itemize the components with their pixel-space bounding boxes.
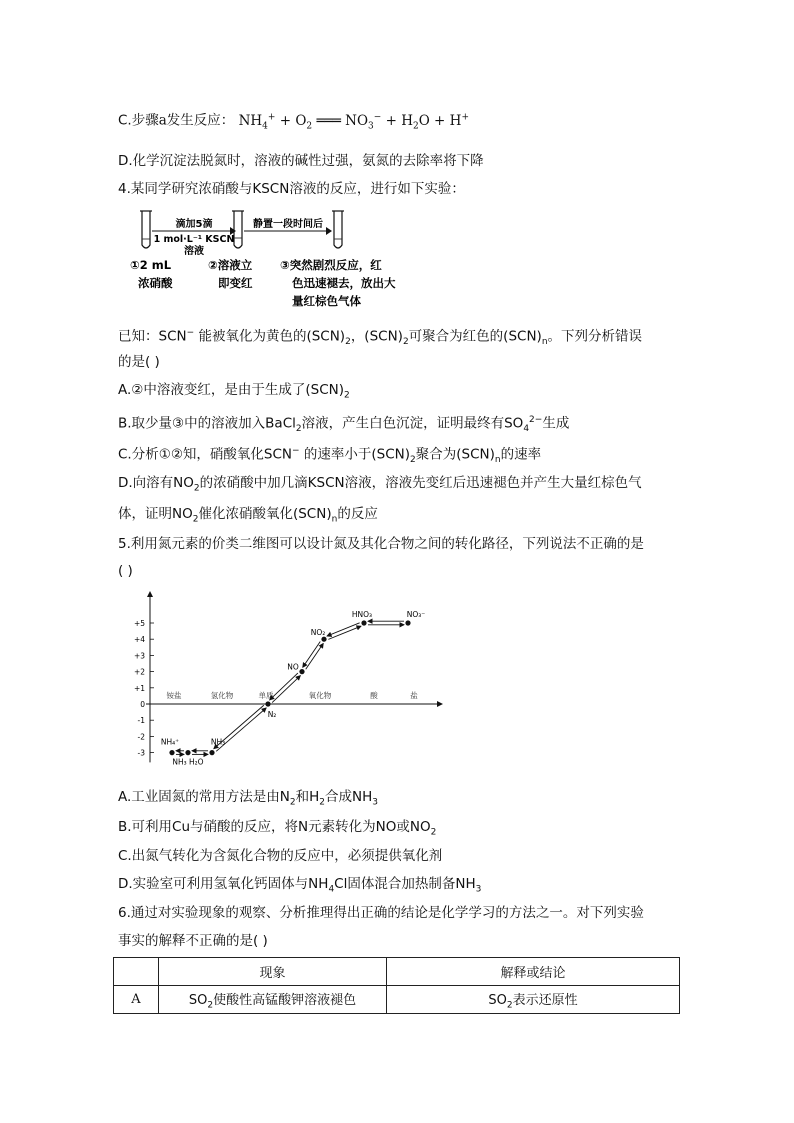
y-tick-label: -3 <box>137 748 145 758</box>
test-tube-3 <box>332 211 344 248</box>
data-point-no <box>299 669 304 674</box>
q5-option-b: B.可利用Cu与硝酸的反应，将N元素转化为NO或$NO_2$ <box>118 819 437 838</box>
data-point-nh4 <box>169 750 174 755</box>
data-point-nh3h2o <box>185 750 190 755</box>
table-header-phenomenon: 现象 <box>159 958 387 986</box>
q3-option-d: D.化学沉淀法脱氮时，溶液的碱性过强，氨氮的去除率将下降 <box>118 153 484 169</box>
conversion-arrow <box>306 644 324 670</box>
y-tick-label: 0 <box>140 700 145 709</box>
conversion-arrow <box>270 673 298 700</box>
y-tick-label: +4 <box>133 635 145 645</box>
x-category-label: 氧化物 <box>308 691 332 700</box>
q6-stem-line-2: 事实的解释不正确的是( ) <box>118 933 268 949</box>
y-tick-label: +3 <box>133 651 145 661</box>
y-tick-label: -2 <box>137 732 145 742</box>
conversion-arrow <box>327 623 360 636</box>
test-tube-2 <box>232 211 244 248</box>
x-category-label: 盐 <box>410 691 418 700</box>
x-category-label: 铵盐 <box>166 691 182 700</box>
q4-option-a: A.②中溶液变红，是由于生成了$(SCN)_2$ <box>118 382 350 401</box>
conversion-arrow <box>272 676 300 703</box>
svg-text:即变红: 即变红 <box>218 276 253 290</box>
table-cell-explanation: $SO_2$表示还原性 <box>387 986 680 1014</box>
svg-text:①2 mL: ①2 mL <box>130 258 172 272</box>
svg-text:溶液: 溶液 <box>184 246 204 257</box>
arrow-add-kscn <box>152 217 236 257</box>
q5-option-c: C.出氮气转化为含氮化合物的反应中，必须提供氧化剂 <box>118 848 443 864</box>
point-label-nh3h2o: NH₃ H₂O <box>172 757 204 767</box>
svg-text:量红棕色气体: 量红棕色气体 <box>292 294 361 308</box>
chart-points <box>166 620 410 755</box>
point-label-n2: N₂ <box>267 710 277 719</box>
table-row-label: A <box>114 986 159 1014</box>
q6-table <box>113 957 680 1014</box>
q3-option-c: C.步骤a发生反应： $NH_4^+ + O_2$ ═══ $NO_3^- + H_2O + H^+$ <box>118 112 469 132</box>
data-point-n2 <box>265 701 270 706</box>
conversion-arrow <box>328 626 361 639</box>
chart-categories <box>167 690 419 700</box>
table-header-explanation: 解释或结论 <box>387 958 680 986</box>
svg-text:滴加5滴: 滴加5滴 <box>175 219 213 230</box>
chart-conversion-arrows <box>176 621 404 754</box>
y-tick-label: +1 <box>133 683 145 693</box>
arrow-standing <box>244 217 332 235</box>
q4-option-b: B.取少量③中的溶液加入BaCl$_2$溶液，产生白色沉淀，证明最终有$SO_4^{2-}$生成 <box>118 415 570 435</box>
data-point-no3 <box>405 620 410 625</box>
point-label-nh3: NH₃ <box>210 737 226 747</box>
point-label-no2: NO₂ <box>310 628 326 638</box>
q4-known-line-1: 已知：SCN− 能被氧化为黄色的$(SCN)_2$，$(SCN)_2$可聚合为红色的$(SCN)_n$。下列分析错误 <box>118 328 643 348</box>
q5-option-a: A.工业固氮的常用方法是由$N_2$和$H_2$合成$NH_3$ <box>118 789 378 808</box>
data-point-nh3 <box>209 750 214 755</box>
table-row <box>114 986 680 1014</box>
data-point-no2 <box>321 637 326 642</box>
q4-option-d-line-1: D.向溶有$NO_2$的浓硝酸中加几滴KSCN溶液，溶液先变红后迅速褪色并产生大量红棕色气 <box>118 475 642 494</box>
x-category-label: 酸 <box>370 691 378 700</box>
chart-y-ticks <box>134 619 154 758</box>
q4-stem: 4.某同学研究浓硝酸与KSCN溶液的反应，进行如下实验： <box>118 181 465 197</box>
svg-text:③突然剧烈反应，红: ③突然剧烈反应，红 <box>280 258 382 272</box>
table-header-blank <box>114 958 159 986</box>
x-category-label: 单质 <box>258 691 274 700</box>
svg-text:1 mol·L⁻¹ KSCN: 1 mol·L⁻¹ KSCN <box>153 234 235 245</box>
svg-text:色迅速褪去，放出大: 色迅速褪去，放出大 <box>292 276 396 290</box>
y-tick-label: +5 <box>133 619 145 628</box>
y-tick-label: -1 <box>137 716 145 726</box>
point-label-no: NO <box>287 662 299 672</box>
point-label-hno3: HNO₃ <box>351 610 373 619</box>
q5-stem-line-2: ( ) <box>118 563 133 579</box>
chart-point-labels <box>161 610 425 767</box>
data-point-hno3 <box>361 620 366 625</box>
table-header-row <box>114 958 680 986</box>
svg-text:浓硝酸: 浓硝酸 <box>138 276 173 290</box>
q4-experiment-figure <box>130 205 410 310</box>
q6-stem-line-1: 6.通过对实验现象的观察、分析推理得出正确的结论是化学学习的方法之一。对下列实验 <box>118 905 644 921</box>
q5-stem-line-1: 5.利用氮元素的价类二维图可以设计氮及其化合物之间的转化路径，下列说法不正确的是 <box>118 536 644 552</box>
point-label-nh4: NH₄⁺ <box>160 737 180 747</box>
nitrogen-valence-class-chart <box>130 588 450 778</box>
y-tick-label: +2 <box>133 667 145 677</box>
q4-option-d-line-2: 体，证明$NO_2$催化浓硝酸氧化$(SCN)_n$的反应 <box>118 506 378 525</box>
q4-known-line-2: 的是( ) <box>118 354 160 370</box>
svg-text:静置一段时间后: 静置一段时间后 <box>253 219 323 230</box>
q3-c-equation: $NH_4^+ + O_2$ ═══ $NO_3^- + H_2O + H^+$ <box>238 112 469 132</box>
svg-text:②溶液立: ②溶液立 <box>208 258 253 272</box>
q5-option-d: D.实验室可利用氢氧化钙固体与$NH_4Cl$固体混合加热制备$NH_3$ <box>118 876 482 895</box>
test-tube-1 <box>140 211 152 248</box>
q4-option-c: C.分析①②知，硝酸氧化SCN− 的速率小于$(SCN)_2$聚合为$(SCN)_n$的速率 <box>118 446 542 466</box>
conversion-arrow <box>303 641 321 667</box>
x-category-label: 氢化物 <box>210 691 234 700</box>
table-cell-phenomenon: $SO_2$使酸性高锰酸钾溶液褪色 <box>159 986 387 1014</box>
point-label-no3: NO₃⁻ <box>406 610 426 619</box>
